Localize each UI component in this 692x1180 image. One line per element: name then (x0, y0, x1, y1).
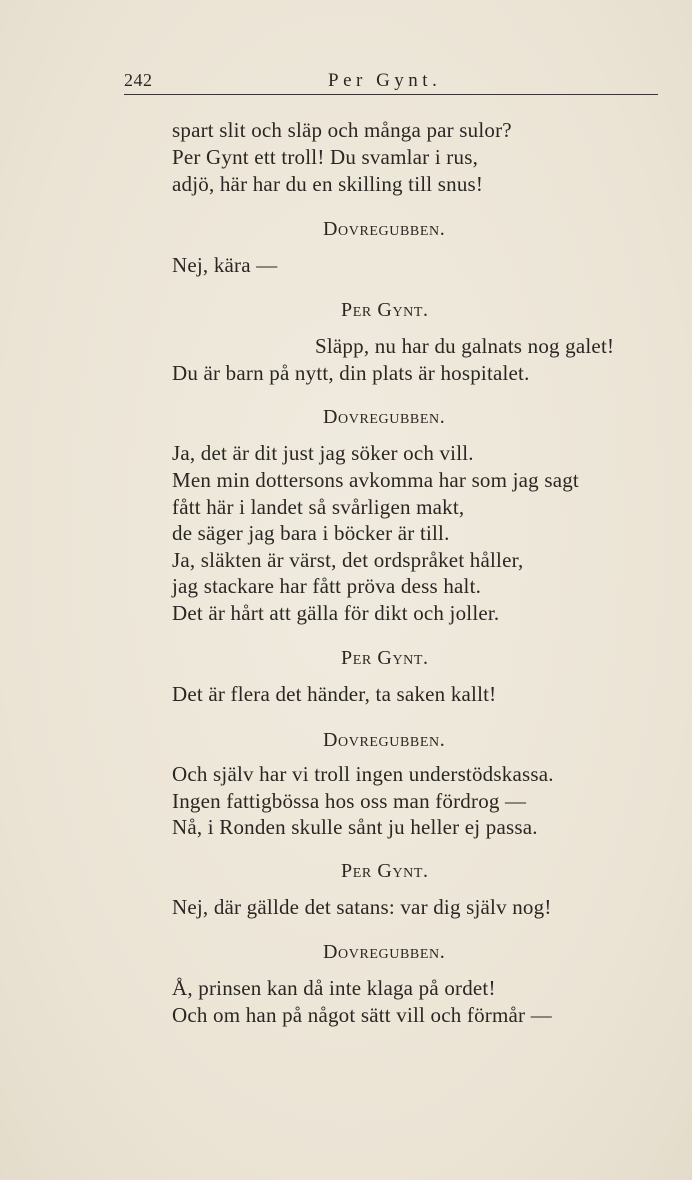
verse-line: Ja, släkten är värst, det ordspråket håller, (172, 548, 524, 572)
verse-line: Och själv har vi troll ingen understödskassa. (172, 762, 554, 786)
verse-line: de säger jag bara i böcker är till. (172, 521, 450, 545)
speaker-name: Dovregubben. (323, 941, 446, 963)
speaker-name: Per Gynt. (341, 860, 429, 882)
verse-line: Och om han på något sätt vill och förmår — (172, 1003, 552, 1027)
verse-line: Ja, det är dit just jag söker och vill. (172, 441, 474, 465)
verse-line: jag stackare har fått pröva dess halt. (172, 574, 482, 598)
verse-line: Du är barn på nytt, din plats är hospitalet. (172, 361, 530, 385)
verse-line: Per Gynt ett troll! Du svamlar i rus, (172, 145, 479, 169)
speaker-name: Dovregubben. (323, 406, 446, 428)
verse-line: Men min dottersons avkomma har som jag sagt (172, 468, 579, 492)
speaker-name: Per Gynt. (341, 647, 429, 669)
verse-line: Nej, kära — (172, 253, 278, 277)
running-title: Per Gynt. (328, 70, 442, 91)
page-number: 242 (124, 70, 153, 90)
verse-line: Släpp, nu har du galnats nog galet! (315, 334, 615, 358)
speaker-name: Per Gynt. (341, 299, 429, 321)
speaker-name: Dovregubben. (323, 729, 446, 751)
verse-line: Nå, i Ronden skulle sånt ju heller ej passa. (172, 815, 538, 839)
speaker-name: Dovregubben. (323, 218, 446, 240)
verse-line: Nej, där gällde det satans: var dig själv nog! (172, 895, 552, 919)
verse-line: Det är hårt att gälla för dikt och joller. (172, 601, 500, 625)
verse-line: Det är flera det händer, ta saken kallt! (172, 682, 497, 706)
page-header (124, 68, 658, 95)
verse-line: Å, prinsen kan då inte klaga på ordet! (172, 976, 496, 1000)
verse-line: fått här i landet så svårligen makt, (172, 495, 465, 519)
verse-line: spart slit och släp och många par sulor? (172, 118, 512, 142)
verse-line: adjö, här har du en skilling till snus! (172, 172, 484, 196)
verse-line: Ingen fattigbössa hos oss man fördrog — (172, 789, 527, 813)
